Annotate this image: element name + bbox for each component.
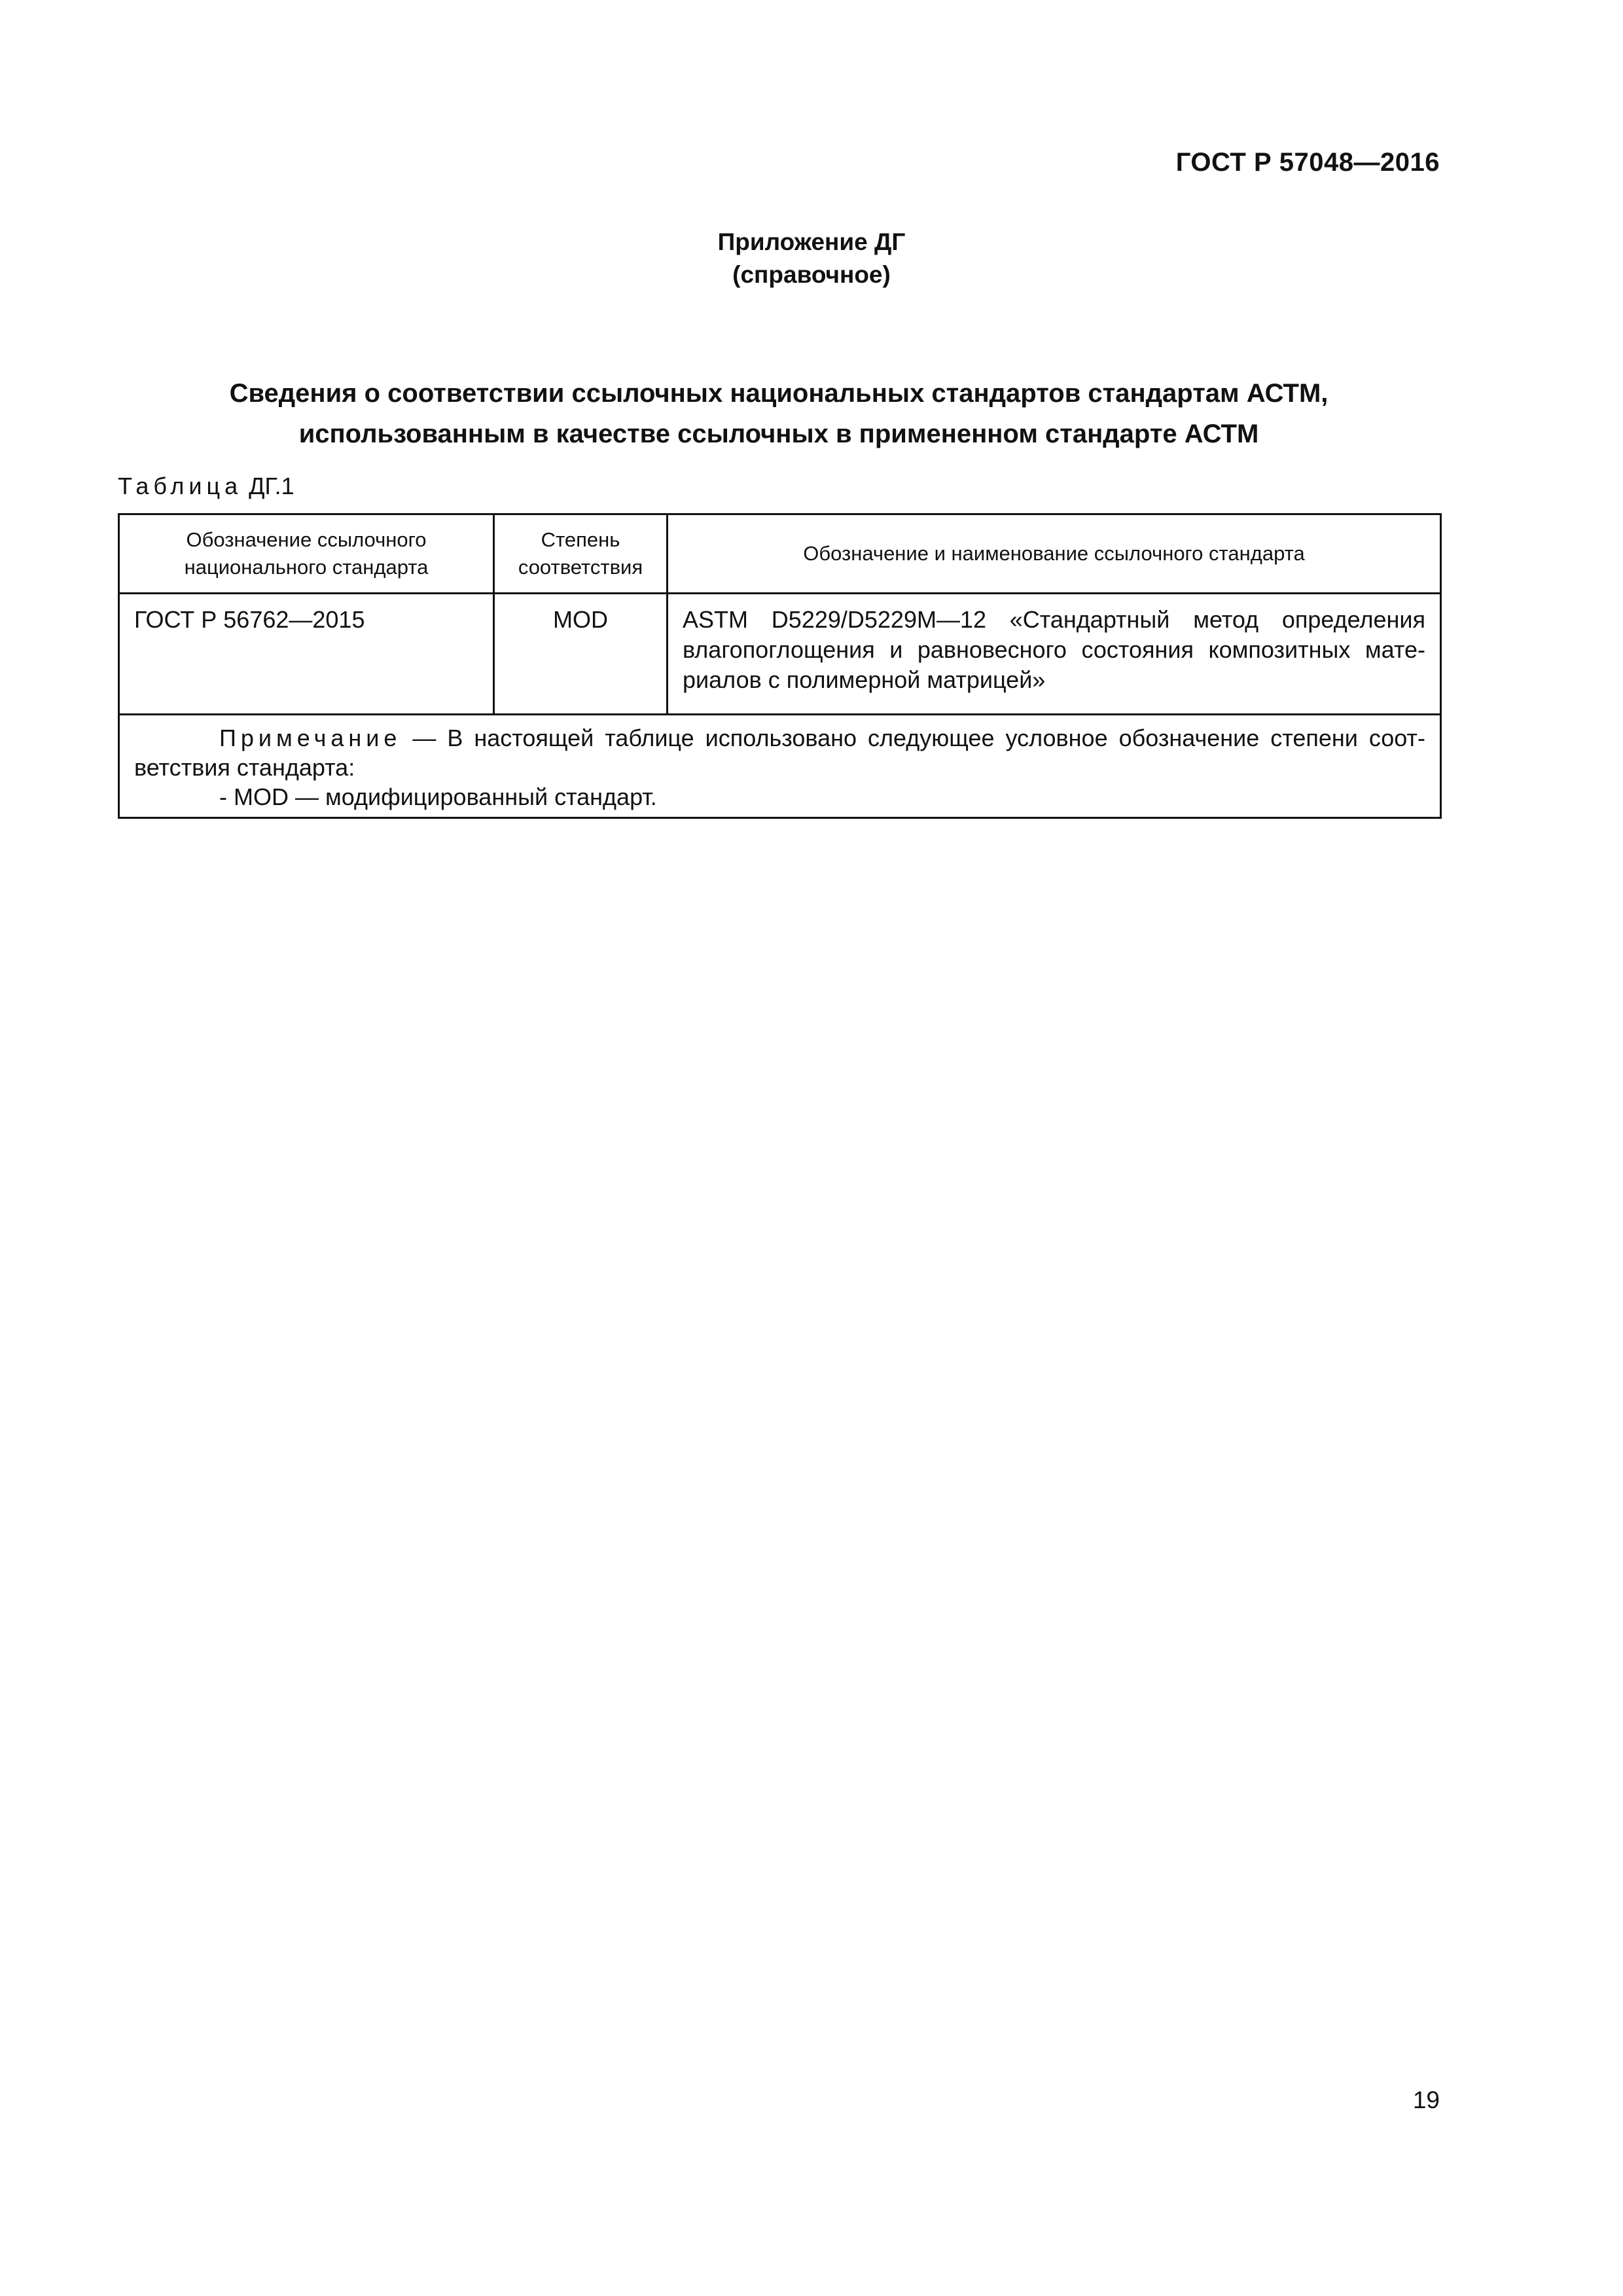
table-header-row	[119, 514, 1441, 594]
table-note	[119, 715, 1441, 818]
heading-line-2: использованным в качестве ссылочных в примененном стандарте АСТМ	[298, 420, 1259, 448]
table-caption	[118, 473, 294, 500]
appendix-block	[0, 226, 1623, 291]
section-heading	[118, 373, 1440, 454]
note-list-item: - MOD — модифицированный стандарт.	[219, 783, 657, 810]
note-body: — В настоящей таблице использовано следующее условное обозначение степени соответствия стандарта:	[134, 725, 1425, 781]
column-header-reference-standard: Обозначение и наименование ссылочного стандарта	[668, 514, 1441, 594]
table-caption-word: Таблица	[118, 473, 243, 499]
column-header-national-standard: Обозначение ссылочного национального стандарта	[119, 514, 494, 594]
page-number: 19	[1412, 2087, 1440, 2113]
note-label: Примечание	[219, 725, 402, 751]
appendix-type: (справочное)	[732, 261, 891, 288]
cell-degree: MOD	[494, 594, 668, 715]
cell-national-standard: ГОСТ Р 56762—2015	[119, 594, 494, 715]
standards-correspondence-table	[118, 513, 1442, 819]
table-row	[119, 594, 1441, 715]
document-code: ГОСТ Р 57048—2016	[1175, 148, 1440, 177]
heading-line-1: Сведения о соответствии ссылочных национальных стандартов стандартам АСТМ,	[229, 379, 1329, 408]
note-text	[134, 723, 1425, 782]
appendix-title: Приложение ДГ	[717, 228, 906, 255]
cell-reference-standard: ASTM D5229/D5229M—12 «Стандартный метод определения влагопоглощения и равновесного состояния композитных материалов с полимерной матрицей»	[668, 594, 1441, 715]
table-note-row	[119, 715, 1441, 818]
table-caption-number: ДГ.1	[249, 473, 294, 499]
column-header-degree: Степень соответствия	[494, 514, 668, 594]
